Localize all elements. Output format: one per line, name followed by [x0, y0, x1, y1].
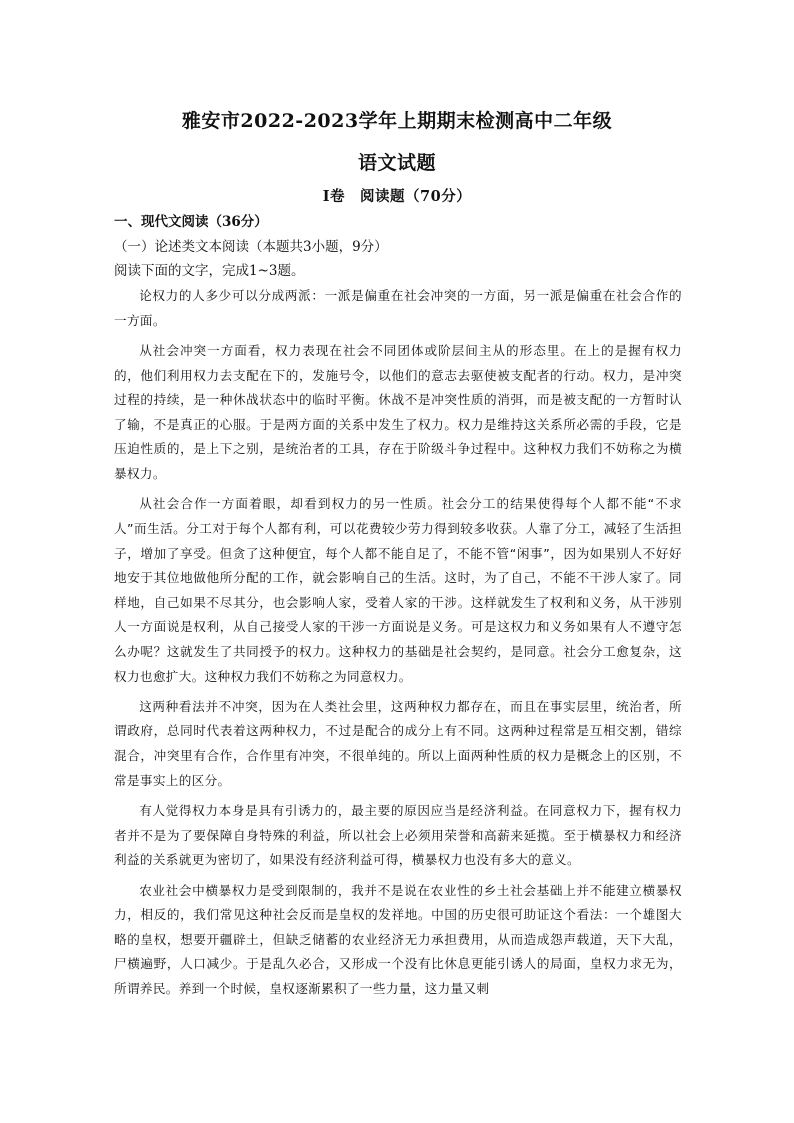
volume-title: I卷 阅读题（70分）: [322, 188, 472, 205]
exam-title: 雅安市2022-2023学年上期期末检测高中二年级: [181, 110, 613, 132]
article-paragraph: 这两种看法并不冲突，因为在人类社会里，这两种权力都存在，而且在事实层里，统治者，所谓政府，总同时代表着这两种权力，不过是配合的成分上有不同。这两种过程常是互相交割，错综混合，冲突里有合作，合作里有冲突，不很单纯的。所以上面两种性质的权力是概念上的区别，不常是事实上的区分。: [114, 698, 682, 788]
article-paragraph: 从社会冲突一方面看，权力表现在社会不同团体或阶层间主从的形态里。在上的是握有权力的，他们利用权力去支配在下的，发施号令，以他们的意志去驱使被支配者的行动。权力，是冲突过程的持续，是一种休战状态中的临时平衡。休战不是冲突性质的消弭，而是被支配的一方暂时认了输，不是真正的心服。于是两方面的关系中发生了权力。权力是维持这关系所必需的手段，它是压迫性质的，是上下之别，是统治者的工具，存在于阶级斗争过程中。这种权力我们不妨称之为横暴权力。: [114, 342, 682, 481]
article-paragraph: 论权力的人多少可以分成两派：一派是偏重在社会冲突的一方面，另一派是偏重在社会合作的一方面。: [114, 288, 682, 328]
section-subheading: （一）论述类文本阅读（本题共3小题，9分）: [114, 239, 388, 255]
article-paragraph: 农业社会中横暴权力是受到限制的，我并不是说在农业性的乡土社会基础上并不能建立横暴权力，相反的，我们常见这种社会反而是皇权的发祥地。中国的历史很可助证这个看法：一个雄图大略的皇权，想要开疆辟土，但缺乏储蓄的农业经济无力承担费用，从而造成怨声载道，天下大乱，尸横遍野，人口减少。于是乱久必合，又形成一个没有比休息更能引诱人的局面，皇权力求无为，所谓养民。养到一个时候，皇权逐渐累积了一些力量，这力量又刺: [114, 882, 682, 997]
reading-instruction: 阅读下面的文字，完成1~3题。: [114, 263, 305, 279]
article-body: [114, 284, 682, 1007]
article-paragraph: 有人觉得权力本身是具有引诱力的，最主要的原因应当是经济利益。在同意权力下，握有权力者并不是为了要保障自身特殊的利益，所以社会上必须用荣誉和高薪来延揽。至于横暴权力和经济利益的关系就更为密切了，如果没有经济利益可得，横暴权力也没有多大的意义。: [114, 803, 682, 868]
section-heading: 一、现代文阅读（36分）: [114, 214, 268, 230]
subject-title: 语文试题: [357, 152, 436, 174]
article-paragraph: 从社会合作一方面着眼，却看到权力的另一性质。社会分工的结果使得每个人都不能“不求人”而生活。分工对于每个人都有利，可以花费较少劳力得到较多收获。人靠了分工，减轻了生活担子，增加了享受。但贪了这种便宜，每个人都不能自足了，不能不管“闲事”，因为如果别人不好好地安于其位地做他所分配的工作，就会影响自己的生活。这时，为了自己，不能不干涉人家了。同样地，自己如果不尽其分，也会影响人家，受着人家的干涉。这样就发生了权利和义务，从干涉别人一方面说是权利，从自己接受人家的干涉一方面说是义务。可是这权力和义务如果有人不遵守怎么办呢？这就发生了共同授予的权力。这种权力的基础是社会契约，是同意。社会分工愈复杂，这权力也愈扩大。这种权力我们不妨称之为同意权力。: [114, 496, 682, 684]
